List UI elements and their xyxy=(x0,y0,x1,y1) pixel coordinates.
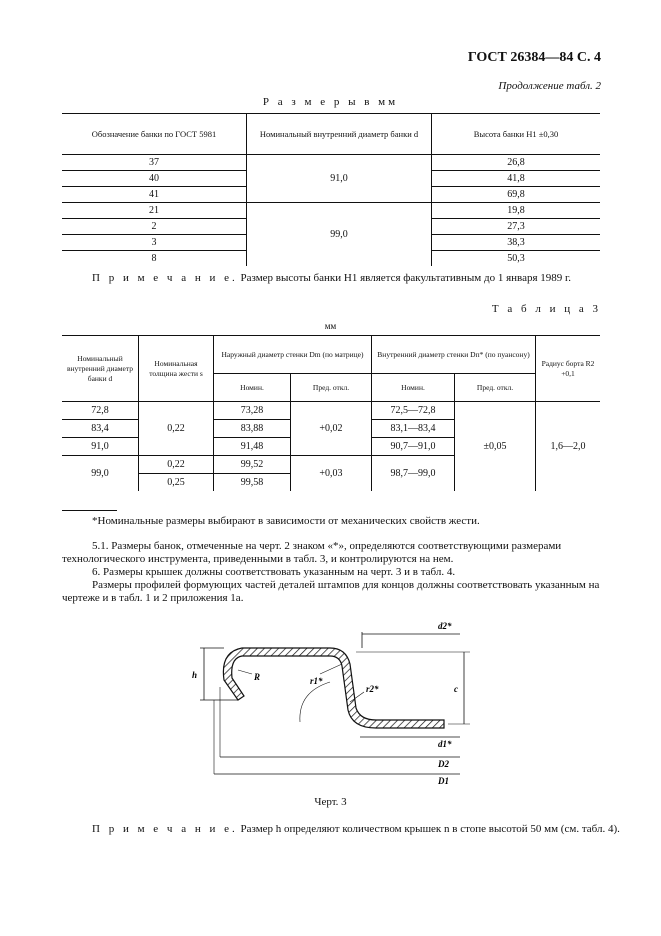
table-continuation: Продолжение табл. 2 xyxy=(498,80,601,92)
t2-header-diameter: Номинальный внутренний диаметр банки d xyxy=(247,114,432,155)
t3-cell: 0,22 xyxy=(139,456,214,474)
t2-cell: 50,3 xyxy=(432,251,601,267)
t3-subheader-nomin: Номин. xyxy=(214,374,291,402)
lid-profile-drawing xyxy=(180,612,470,787)
t3-header-thickness: Номинальная толщина жести s xyxy=(139,336,214,402)
t3-subheader-nomin: Номин. xyxy=(372,374,455,402)
t2-header-height: Высота банки H1 ±0,30 xyxy=(432,114,601,155)
t3-cell: 83,88 xyxy=(214,420,291,438)
t2-diameter-cell: 99,0 xyxy=(247,203,432,267)
label-R: R xyxy=(254,672,261,682)
t2-cell: 21 xyxy=(62,203,247,219)
page-header: ГОСТ 26384—84 С. 4 xyxy=(467,50,601,65)
t3-cell: 72,5—72,8 xyxy=(372,402,455,420)
t2-cell: 37 xyxy=(62,155,247,171)
t3-cell: 91,0 xyxy=(62,438,139,456)
drawing-caption: Черт. 3 xyxy=(314,796,347,808)
table2-caption: Р а з м е р ы в мм xyxy=(262,96,399,108)
t3-cell: 72,8 xyxy=(62,402,139,420)
t3-cell: 98,7—99,0 xyxy=(372,456,455,492)
t3-header-inner: Внутренний диаметр стенки Dп* (по пуансону) xyxy=(372,336,536,374)
t2-cell: 26,8 xyxy=(432,155,601,171)
t3-cell: 0,22 xyxy=(139,402,214,456)
table3-caption: Т а б л и ц а 3 xyxy=(491,303,601,315)
t2-diameter-cell: 91,0 xyxy=(247,155,432,203)
note-2-label: П р и м е ч а н и е. xyxy=(92,823,238,835)
label-d2: d2* xyxy=(438,621,452,631)
table-row xyxy=(62,402,600,420)
footnote: *Номинальные размеры выбирают в зависимости от механических свойств жести. xyxy=(92,515,480,527)
t3-cell: 0,25 xyxy=(139,474,214,492)
label-D2: D2 xyxy=(438,759,449,769)
t3-cell: 1,6—2,0 xyxy=(536,402,601,492)
note-1-text: Размер высоты банки H1 является факультативным до 1 января 1989 г. xyxy=(240,272,572,284)
table-3 xyxy=(62,335,600,491)
t2-cell: 41,8 xyxy=(432,171,601,187)
footnote-divider xyxy=(62,510,117,511)
label-h: h xyxy=(192,670,198,680)
t3-cell: 73,28 xyxy=(214,402,291,420)
t3-subheader-dev: Пред. откл. xyxy=(455,374,536,402)
table3-units: мм xyxy=(324,321,337,331)
t2-header-designation: Обозначение банки по ГОСТ 5981 xyxy=(62,114,247,155)
t2-cell: 8 xyxy=(151,253,157,264)
table-row xyxy=(62,203,600,219)
t3-cell: 83,4 xyxy=(62,420,139,438)
label-r1: r1* xyxy=(310,676,323,686)
label-r2: r2* xyxy=(366,684,379,694)
t3-cell: +0,02 xyxy=(291,402,372,456)
t2-cell: 2 xyxy=(62,219,247,235)
t3-header-diameter: Номинальный внутренний диаметр банки d xyxy=(62,336,139,402)
t2-cell: 41 xyxy=(62,187,247,203)
note-1-label: П р и м е ч а н и е. xyxy=(92,272,238,284)
table-row xyxy=(62,155,600,171)
t2-cell: 40 xyxy=(62,171,247,187)
note-2 xyxy=(92,823,620,835)
t2-cell: 3 xyxy=(62,235,247,251)
note-2-text: Размер h определяют количеством крышек n в стопе высотой 50 мм (см. табл. 4). xyxy=(240,823,620,835)
t3-subheader-dev: Пред. откл. xyxy=(291,374,372,402)
t2-cell: 69,8 xyxy=(432,187,601,203)
t3-cell: 83,1—83,4 xyxy=(372,420,455,438)
t3-cell: 90,7—91,0 xyxy=(372,438,455,456)
label-c: c xyxy=(454,684,458,694)
t3-cell: 91,48 xyxy=(214,438,291,456)
t3-header-radius: Радиус борта R2 +0,1 xyxy=(536,336,601,402)
lid-profile-shape xyxy=(223,648,444,728)
label-D1: D1 xyxy=(438,776,449,786)
t3-cell: 99,52 xyxy=(214,456,291,474)
t3-header-outer: Наружный диаметр стенки Dm (по матрице) xyxy=(214,336,372,374)
t3-cell: 99,58 xyxy=(214,474,291,492)
t3-cell: ±0,05 xyxy=(455,402,536,492)
t3-cell: 99,0 xyxy=(91,468,109,479)
paragraph-6: 6. Размеры крышек должны соответствовать указанным на черт. 3 и в табл. 4. xyxy=(92,566,456,578)
paragraph-5-1: 5.1. Размеры банок, отмеченные на черт. 2 знаком «*», определяются соответствующими размерами технологического инструмента, приведенными в табл. 3, и контролируются на нем. xyxy=(62,540,562,565)
t2-cell: 27,3 xyxy=(432,219,601,235)
note-1 xyxy=(92,272,571,284)
table-2 xyxy=(62,113,600,266)
paragraph-dies: Размеры профилей формующих частей деталей штампов для концов должны соответствовать указанным на чертеже и в табл. 1 и 2 приложения 1а. xyxy=(62,579,600,604)
t2-cell: 19,8 xyxy=(432,203,601,219)
t3-cell: +0,03 xyxy=(291,456,372,492)
label-d1: d1* xyxy=(438,739,452,749)
t2-cell: 38,3 xyxy=(432,235,601,251)
